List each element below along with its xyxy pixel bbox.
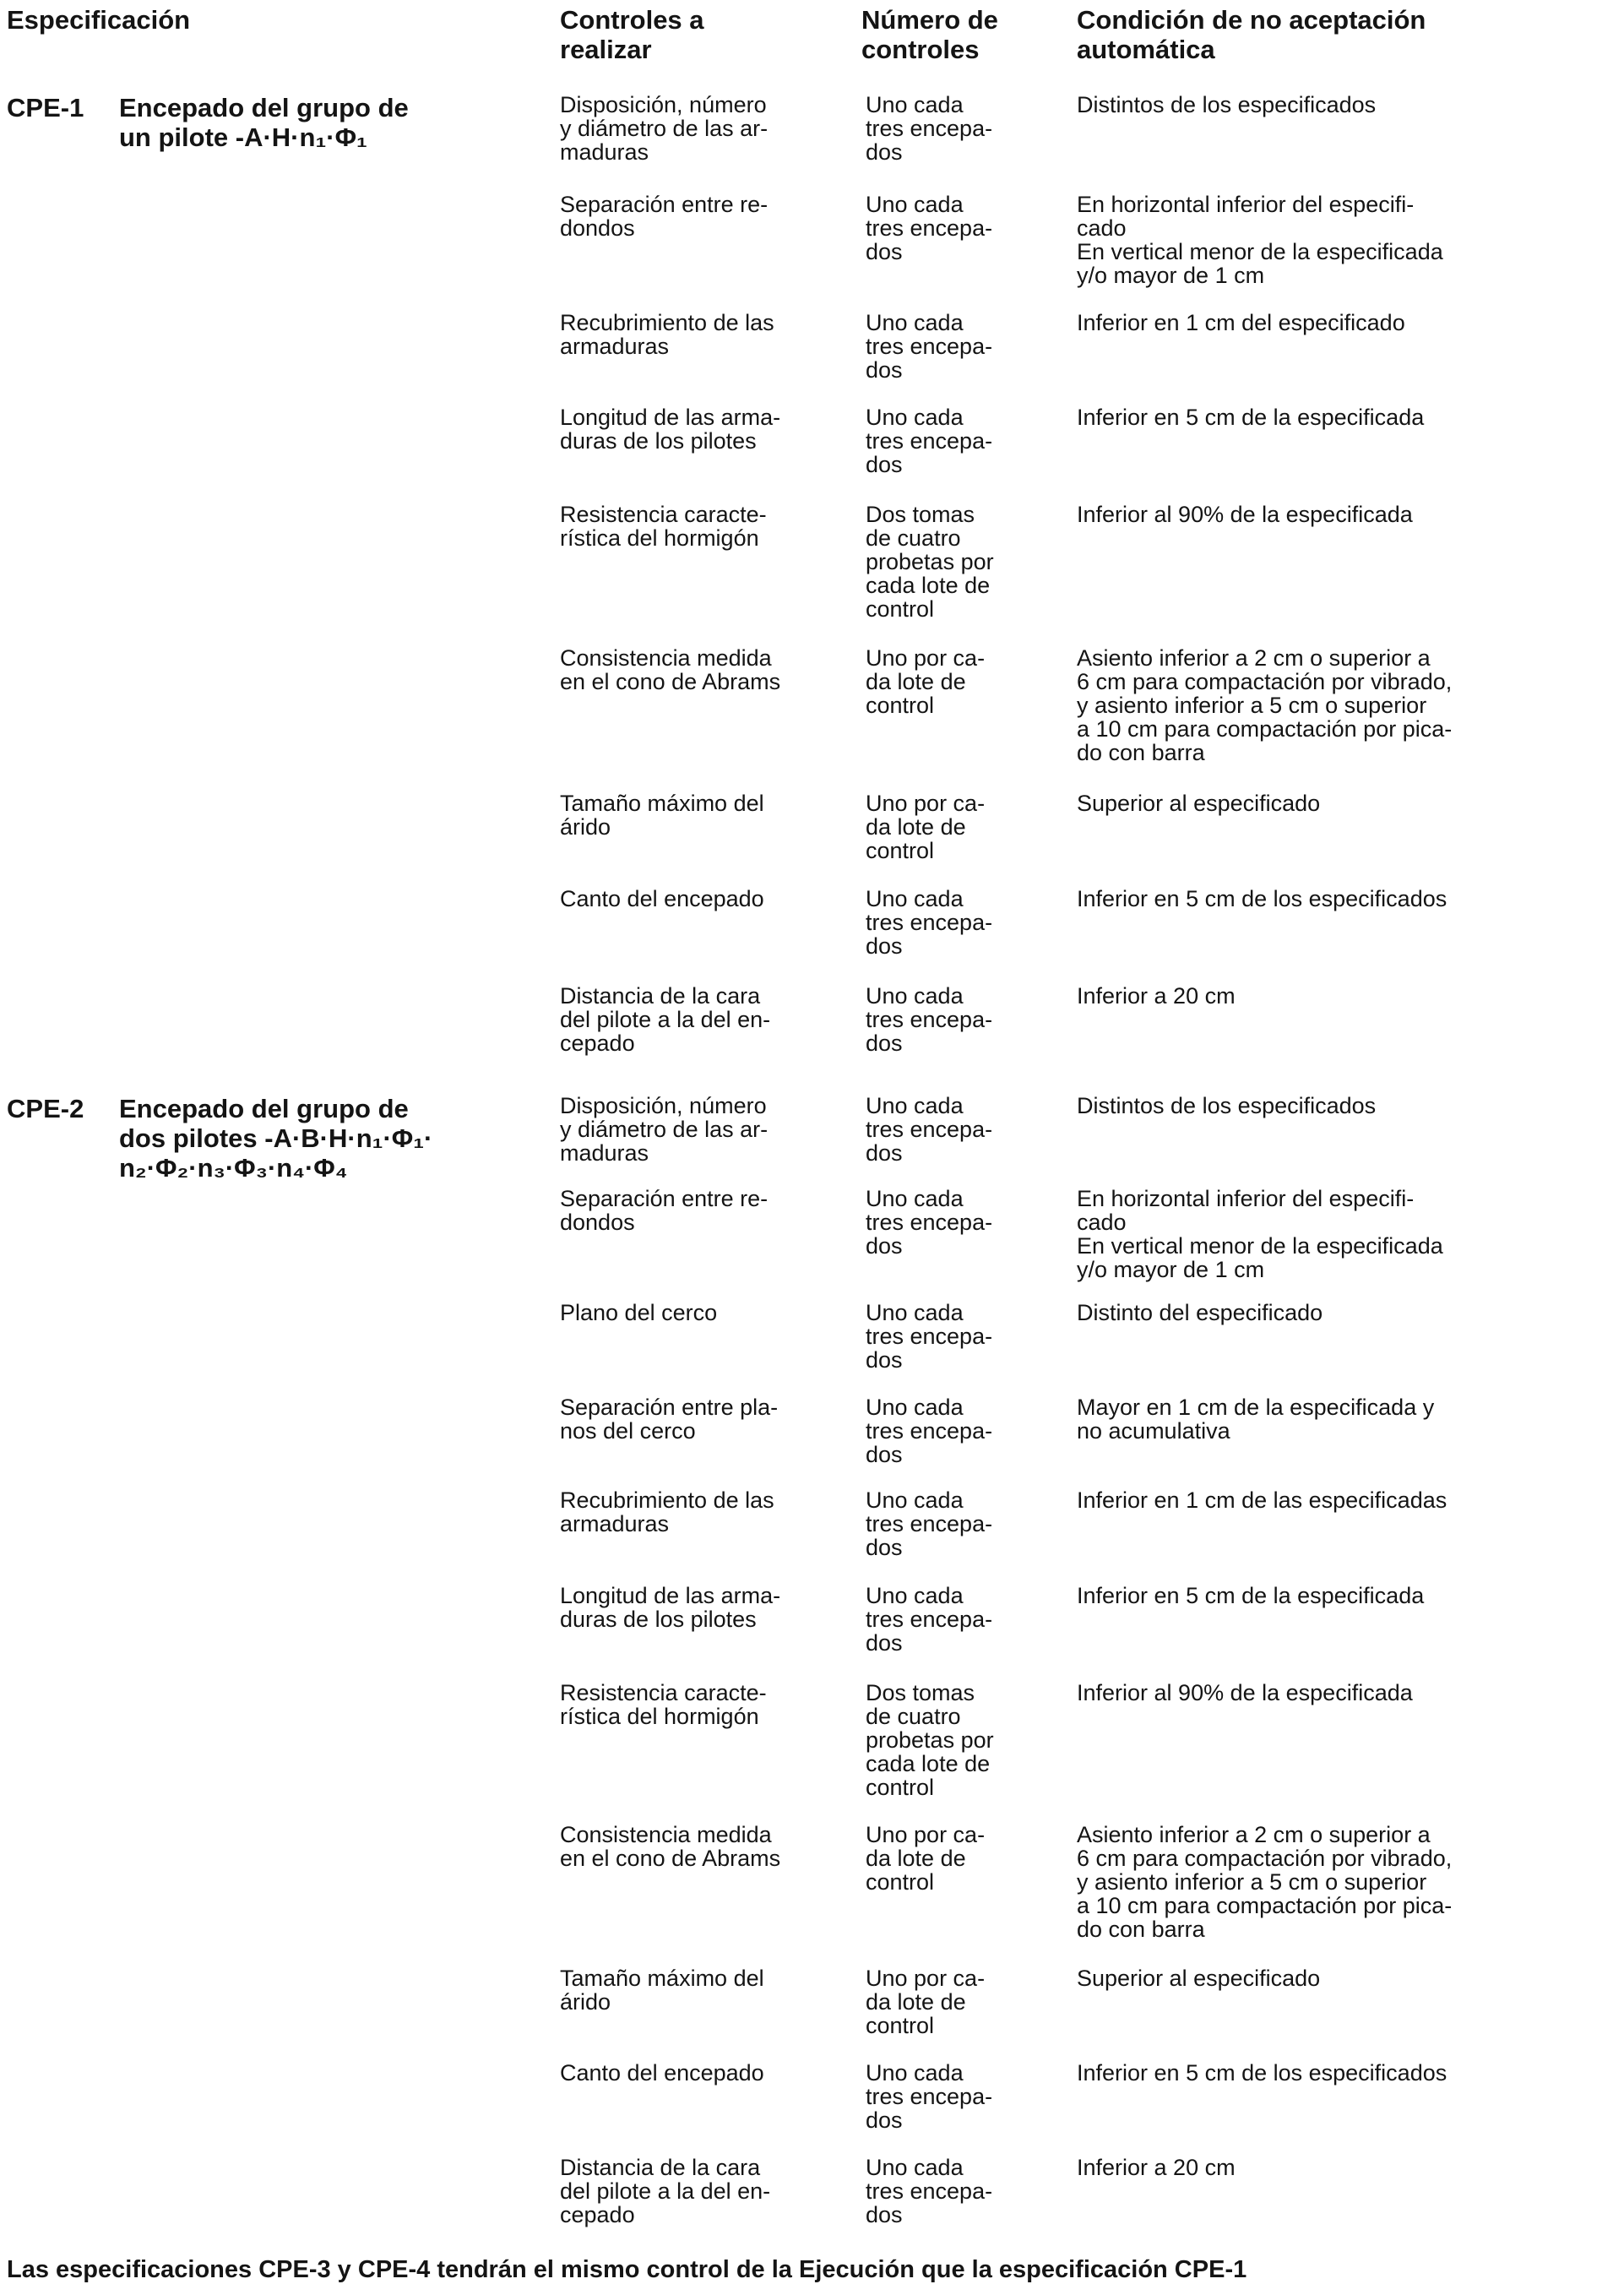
condicion-cell bbox=[1077, 1966, 1600, 1990]
numero-cell bbox=[866, 1488, 1035, 1559]
text-line: control bbox=[866, 838, 935, 863]
text-line: Inferior al 90% de la especificada bbox=[1077, 1680, 1413, 1705]
text-line: Consistencia medida bbox=[560, 1822, 772, 1847]
text-line: Distancia de la cara bbox=[560, 983, 761, 1009]
text-line: Disposición, número bbox=[560, 1093, 767, 1118]
text-line: Uno por ca- bbox=[866, 791, 986, 816]
text-line: Tamaño máximo del bbox=[560, 791, 764, 816]
text-line: Inferior en 1 cm de las especificadas bbox=[1077, 1487, 1447, 1513]
text-line: Recubrimiento de las bbox=[560, 310, 774, 335]
control-cell bbox=[560, 503, 839, 550]
condicion-cell bbox=[1077, 1681, 1600, 1705]
numero-cell bbox=[866, 193, 1035, 264]
text-line: dos bbox=[866, 1630, 903, 1656]
text-line: tres encepa- bbox=[866, 215, 993, 241]
text-line: En vertical menor de la especificada bbox=[1077, 239, 1443, 264]
text-line: Distintos de los especificados bbox=[1077, 1093, 1377, 1118]
text-line: Resistencia caracte- bbox=[560, 502, 767, 527]
text-line: dos bbox=[866, 2202, 903, 2227]
text-line: da lote de bbox=[866, 1989, 966, 2015]
text-line: Uno cada bbox=[866, 192, 964, 217]
control-cell bbox=[560, 1966, 839, 2014]
condicion-cell bbox=[1077, 984, 1600, 1008]
text-line: Distancia de la cara bbox=[560, 2155, 761, 2180]
numero-cell bbox=[866, 405, 1035, 476]
text-line: Separación entre pla- bbox=[560, 1395, 779, 1420]
text-line: no acumulativa bbox=[1077, 1418, 1230, 1444]
header-controles-line: Controles a bbox=[560, 5, 704, 35]
text-line: y diámetro de las ar- bbox=[560, 116, 769, 141]
text-line: Inferior a 20 cm bbox=[1077, 983, 1236, 1009]
control-cell bbox=[560, 2061, 839, 2085]
control-cell bbox=[560, 1584, 839, 1631]
text-line: dos bbox=[866, 1347, 903, 1373]
control-cell bbox=[560, 791, 839, 839]
text-line: árido bbox=[560, 1989, 611, 2015]
control-cell bbox=[560, 1395, 839, 1443]
header-condicion-line: Condición de no aceptación bbox=[1077, 5, 1426, 35]
text-line: Tamaño máximo del bbox=[560, 1966, 764, 1991]
text-line: a 10 cm para compactación por pica- bbox=[1077, 716, 1453, 742]
text-line: Distinto del especificado bbox=[1077, 1300, 1323, 1325]
control-cell bbox=[560, 1301, 839, 1324]
condicion-cell bbox=[1077, 1301, 1600, 1324]
text-line: Superior al especificado bbox=[1077, 1966, 1321, 1991]
text-line: Uno cada bbox=[866, 1093, 964, 1118]
text-line: tres encepa- bbox=[866, 1607, 993, 1632]
text-line: duras de los pilotes bbox=[560, 428, 757, 454]
numero-cell bbox=[866, 1094, 1035, 1165]
text-line: cepado bbox=[560, 1031, 635, 1056]
text-line: dos bbox=[866, 139, 903, 165]
control-cell bbox=[560, 646, 839, 693]
header-condicion-line: automática bbox=[1077, 35, 1215, 64]
numero-cell bbox=[866, 791, 1035, 862]
text-line: en el cono de Abrams bbox=[560, 1846, 781, 1871]
text-line: cado bbox=[1077, 1210, 1127, 1235]
text-line: Uno cada bbox=[866, 1583, 964, 1608]
text-line: da lote de bbox=[866, 669, 966, 694]
text-line: Uno cada bbox=[866, 405, 964, 430]
control-cell bbox=[560, 1488, 839, 1536]
text-line: dondos bbox=[560, 215, 635, 241]
text-line: Canto del encepado bbox=[560, 886, 764, 911]
text-line: probetas por bbox=[866, 549, 994, 574]
numero-cell bbox=[866, 1584, 1035, 1655]
text-line: Asiento inferior a 2 cm o superior a bbox=[1077, 645, 1431, 671]
control-cell bbox=[560, 1094, 839, 1165]
text-line: Uno cada bbox=[866, 2155, 964, 2180]
spec-code: CPE-2 bbox=[7, 1094, 84, 1123]
text-line: tres encepa- bbox=[866, 1511, 993, 1536]
text-line: Inferior en 5 cm de la especificada bbox=[1077, 405, 1425, 430]
text-line: Inferior en 5 cm de los especificados bbox=[1077, 2060, 1447, 2086]
condicion-cell bbox=[1077, 1395, 1600, 1443]
text-line: tres encepa- bbox=[866, 1324, 993, 1349]
condicion-cell bbox=[1077, 405, 1600, 429]
numero-cell bbox=[866, 1187, 1035, 1258]
condicion-cell bbox=[1077, 1094, 1600, 1118]
text-line: tres encepa- bbox=[866, 1117, 993, 1142]
condicion-cell bbox=[1077, 311, 1600, 334]
text-line: control bbox=[866, 596, 935, 622]
text-line: control bbox=[866, 693, 935, 718]
text-line: Separación entre re- bbox=[560, 1186, 769, 1211]
text-line: Uno cada bbox=[866, 886, 964, 911]
spec-title bbox=[119, 93, 516, 152]
control-cell bbox=[560, 311, 839, 358]
numero-cell bbox=[866, 2156, 1035, 2227]
text-line: En horizontal inferior del especifi- bbox=[1077, 192, 1415, 217]
condicion-cell bbox=[1077, 93, 1600, 117]
text-line: Mayor en 1 cm de la especificada y bbox=[1077, 1395, 1435, 1420]
condicion-cell bbox=[1077, 791, 1600, 815]
text-line: tres encepa- bbox=[866, 428, 993, 454]
text-line: cado bbox=[1077, 215, 1127, 241]
text-line: Uno cada bbox=[866, 2060, 964, 2086]
text-line: tres encepa- bbox=[866, 1210, 993, 1235]
condicion-cell bbox=[1077, 887, 1600, 911]
text-line: duras de los pilotes bbox=[560, 1607, 757, 1632]
text-line: Superior al especificado bbox=[1077, 791, 1321, 816]
numero-cell bbox=[866, 311, 1035, 382]
text-line: Consistencia medida bbox=[560, 645, 772, 671]
text-line: En vertical menor de la especificada bbox=[1077, 1233, 1443, 1259]
text-line: Uno por ca- bbox=[866, 1822, 986, 1847]
text-line: y asiento inferior a 5 cm o superior bbox=[1077, 693, 1427, 718]
header-numero-line: controles bbox=[861, 35, 980, 64]
header-numero-line: Número de bbox=[861, 5, 998, 35]
control-cell bbox=[560, 405, 839, 453]
text-line: Longitud de las arma- bbox=[560, 405, 781, 430]
text-line: a 10 cm para compactación por pica- bbox=[1077, 1893, 1453, 1918]
text-line: en el cono de Abrams bbox=[560, 669, 781, 694]
text-line: dos bbox=[866, 1535, 903, 1560]
numero-cell bbox=[866, 1966, 1035, 2037]
numero-cell bbox=[866, 2061, 1035, 2132]
header-especificacion: Especificación bbox=[7, 5, 191, 35]
text-line: Dos tomas bbox=[866, 502, 975, 527]
text-line: cepado bbox=[560, 2202, 635, 2227]
text-line: do con barra bbox=[1077, 740, 1205, 765]
text-line: dos bbox=[866, 1233, 903, 1259]
text-line: armaduras bbox=[560, 334, 670, 359]
text-line: del pilote a la del en- bbox=[560, 2178, 771, 2204]
text-line: Recubrimiento de las bbox=[560, 1487, 774, 1513]
control-cell bbox=[560, 984, 839, 1055]
text-line: maduras bbox=[560, 1140, 649, 1166]
text-line: Plano del cerco bbox=[560, 1300, 718, 1325]
text-line: tres encepa- bbox=[866, 1418, 993, 1444]
spec-code: CPE-1 bbox=[7, 93, 84, 122]
numero-cell bbox=[866, 887, 1035, 958]
text-line: Inferior a 20 cm bbox=[1077, 2155, 1236, 2180]
text-line: 6 cm para compactación por vibrado, bbox=[1077, 1846, 1453, 1871]
text-line: dos bbox=[866, 239, 903, 264]
text-line: dos bbox=[866, 933, 903, 959]
spec-title bbox=[119, 1094, 516, 1183]
footer-note: Las especificaciones CPE-3 y CPE-4 tendrán el mismo control de la Ejecución que la especificación CPE-1 bbox=[7, 2256, 1247, 2283]
text-line: Uno cada bbox=[866, 1186, 964, 1211]
text-line: Uno cada bbox=[866, 1395, 964, 1420]
text-line: Uno cada bbox=[866, 92, 964, 117]
condicion-cell bbox=[1077, 503, 1600, 526]
text-line: Uno cada bbox=[866, 983, 964, 1009]
control-cell bbox=[560, 887, 839, 911]
text-line: de cuatro bbox=[866, 1704, 961, 1729]
header-numero bbox=[861, 5, 1056, 64]
condicion-cell bbox=[1077, 193, 1600, 287]
condicion-cell bbox=[1077, 646, 1600, 764]
text-line: Longitud de las arma- bbox=[560, 1583, 781, 1608]
text-line: cada lote de bbox=[866, 1751, 991, 1776]
spec-title-line: n₂·Φ₂·n₃·Φ₃·n₄·Φ₄ bbox=[119, 1153, 348, 1183]
text-line: 6 cm para compactación por vibrado, bbox=[1077, 669, 1453, 694]
text-line: rística del hormigón bbox=[560, 525, 759, 551]
condicion-cell bbox=[1077, 1823, 1600, 1941]
condicion-cell bbox=[1077, 2156, 1600, 2179]
text-line: dondos bbox=[560, 1210, 635, 1235]
header-condicion bbox=[1077, 5, 1600, 64]
text-line: dos bbox=[866, 1140, 903, 1166]
text-line: Uno por ca- bbox=[866, 645, 986, 671]
text-line: tres encepa- bbox=[866, 2178, 993, 2204]
spec-title-line: Encepado del grupo de bbox=[119, 93, 409, 122]
control-cell bbox=[560, 2156, 839, 2227]
text-line: probetas por bbox=[866, 1727, 994, 1753]
text-line: da lote de bbox=[866, 1846, 966, 1871]
text-line: dos bbox=[866, 1031, 903, 1056]
numero-cell bbox=[866, 93, 1035, 164]
control-cell bbox=[560, 1823, 839, 1870]
text-line: Inferior en 5 cm de la especificada bbox=[1077, 1583, 1425, 1608]
control-cell bbox=[560, 1187, 839, 1234]
numero-cell bbox=[866, 1823, 1035, 1894]
header-controles-line: realizar bbox=[560, 35, 652, 64]
text-line: Inferior al 90% de la especificada bbox=[1077, 502, 1413, 527]
text-line: tres encepa- bbox=[866, 2084, 993, 2109]
condicion-cell bbox=[1077, 2061, 1600, 2085]
header-controles bbox=[560, 5, 830, 64]
text-line: control bbox=[866, 1775, 935, 1800]
text-line: tres encepa- bbox=[866, 334, 993, 359]
text-line: Canto del encepado bbox=[560, 2060, 764, 2086]
numero-cell bbox=[866, 984, 1035, 1055]
text-line: dos bbox=[866, 357, 903, 383]
text-line: da lote de bbox=[866, 814, 966, 840]
control-cell bbox=[560, 193, 839, 240]
text-line: tres encepa- bbox=[866, 116, 993, 141]
text-line: maduras bbox=[560, 139, 649, 165]
text-line: Resistencia caracte- bbox=[560, 1680, 767, 1705]
text-line: rística del hormigón bbox=[560, 1704, 759, 1729]
text-line: y diámetro de las ar- bbox=[560, 1117, 769, 1142]
text-line: control bbox=[866, 1869, 935, 1895]
text-line: Dos tomas bbox=[866, 1680, 975, 1705]
text-line: Inferior en 1 cm del especificado bbox=[1077, 310, 1405, 335]
numero-cell bbox=[866, 646, 1035, 717]
numero-cell bbox=[866, 1301, 1035, 1372]
text-line: Uno por ca- bbox=[866, 1966, 986, 1991]
text-line: dos bbox=[866, 2107, 903, 2133]
text-line: Asiento inferior a 2 cm o superior a bbox=[1077, 1822, 1431, 1847]
text-line: tres encepa- bbox=[866, 1007, 993, 1032]
text-line: armaduras bbox=[560, 1511, 670, 1536]
condicion-cell bbox=[1077, 1584, 1600, 1607]
text-line: nos del cerco bbox=[560, 1418, 696, 1444]
text-line: En horizontal inferior del especifi- bbox=[1077, 1186, 1415, 1211]
text-line: Separación entre re- bbox=[560, 192, 769, 217]
numero-cell bbox=[866, 1681, 1035, 1799]
text-line: do con barra bbox=[1077, 1917, 1205, 1942]
condicion-cell bbox=[1077, 1187, 1600, 1281]
spec-title-line: un pilote -A·H·n₁·Φ₁ bbox=[119, 122, 367, 152]
control-cell bbox=[560, 1681, 839, 1728]
control-cell bbox=[560, 93, 839, 164]
text-line: dos bbox=[866, 452, 903, 477]
text-line: Uno cada bbox=[866, 1487, 964, 1513]
text-line: y/o mayor de 1 cm bbox=[1077, 1257, 1265, 1282]
text-line: y/o mayor de 1 cm bbox=[1077, 263, 1265, 288]
spec-title-line: dos pilotes -A·B·H·n₁·Φ₁· bbox=[119, 1123, 433, 1153]
text-line: Uno cada bbox=[866, 310, 964, 335]
text-line: Distintos de los especificados bbox=[1077, 92, 1377, 117]
text-line: y asiento inferior a 5 cm o superior bbox=[1077, 1869, 1427, 1895]
text-line: Disposición, número bbox=[560, 92, 767, 117]
condicion-cell bbox=[1077, 1488, 1600, 1512]
spec-title-line: Encepado del grupo de bbox=[119, 1094, 409, 1123]
numero-cell bbox=[866, 1395, 1035, 1466]
text-line: cada lote de bbox=[866, 573, 991, 598]
text-line: dos bbox=[866, 1442, 903, 1467]
text-line: tres encepa- bbox=[866, 910, 993, 935]
text-line: Uno cada bbox=[866, 1300, 964, 1325]
numero-cell bbox=[866, 503, 1035, 621]
text-line: de cuatro bbox=[866, 525, 961, 551]
text-line: árido bbox=[560, 814, 611, 840]
text-line: Inferior en 5 cm de los especificados bbox=[1077, 886, 1447, 911]
text-line: control bbox=[866, 2013, 935, 2038]
text-line: del pilote a la del en- bbox=[560, 1007, 771, 1032]
